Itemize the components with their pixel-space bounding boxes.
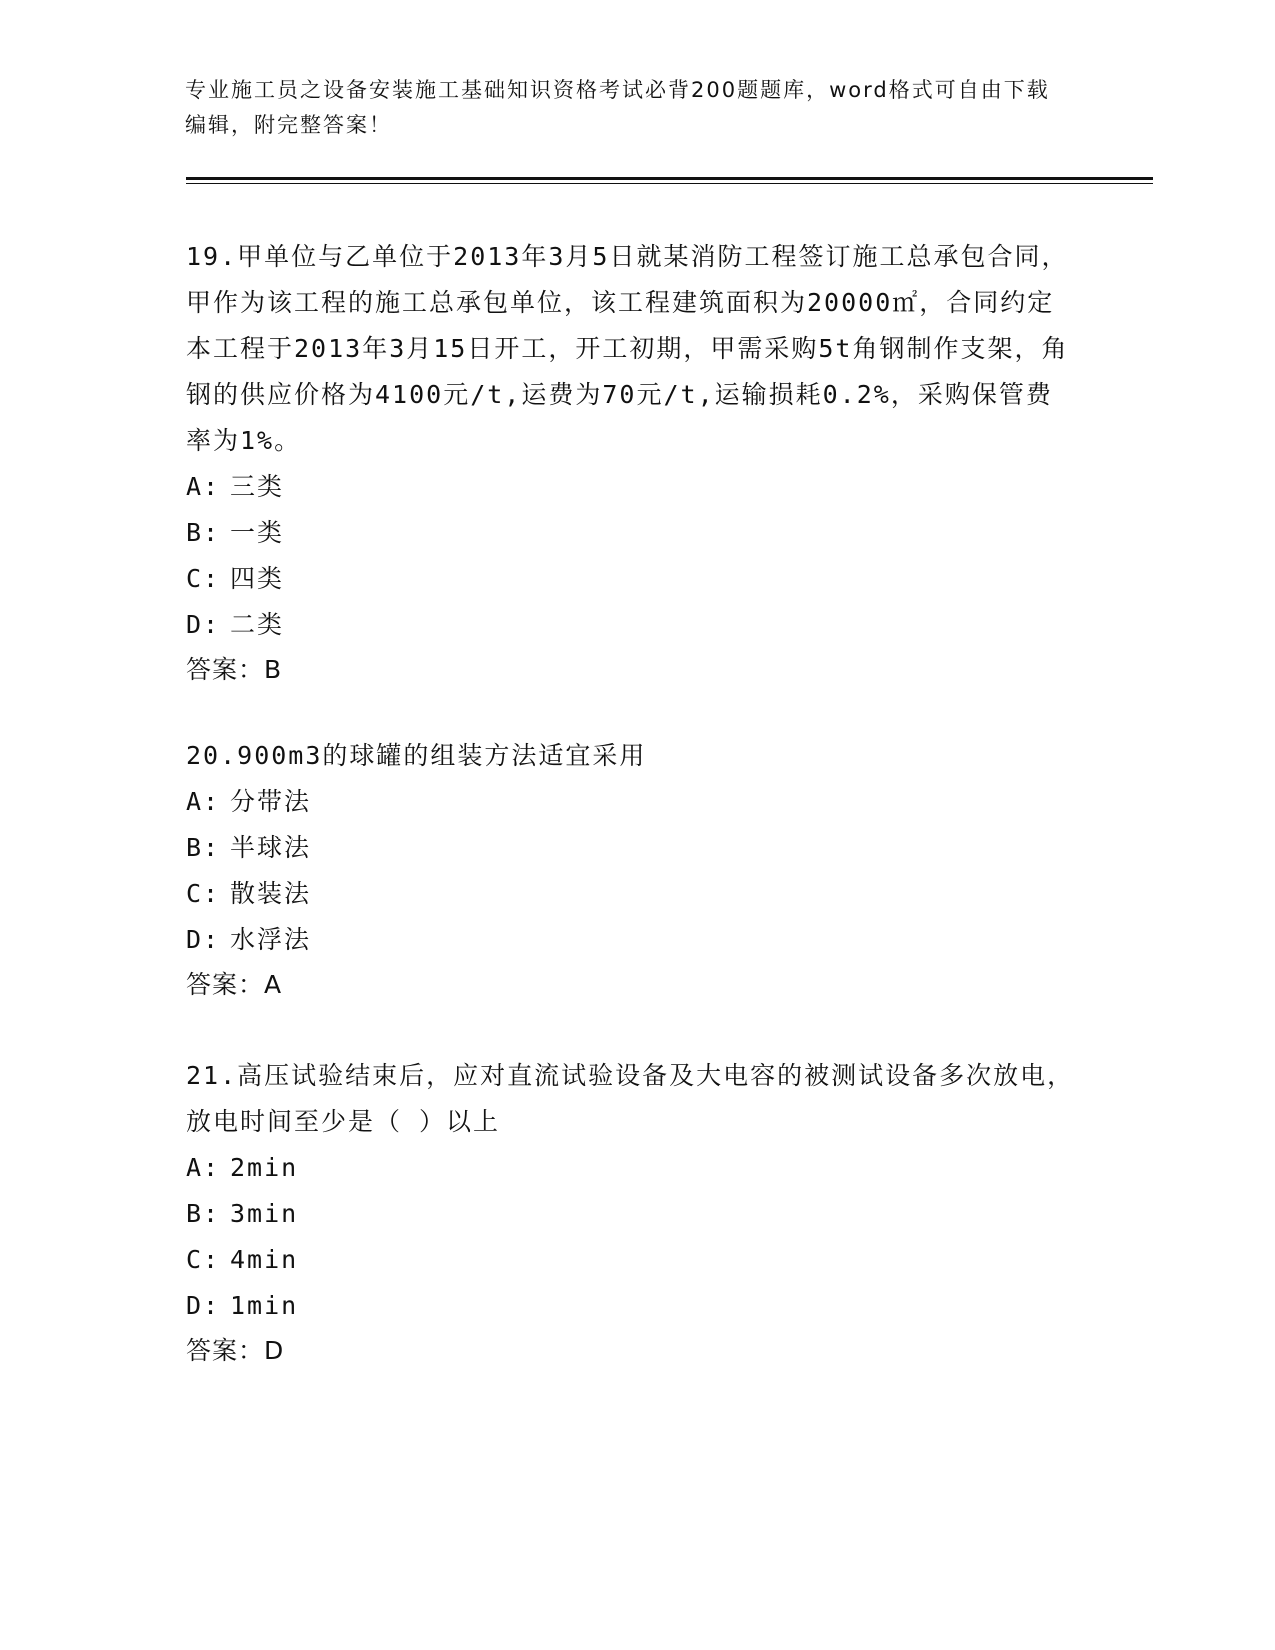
option-text: 四类 <box>230 564 285 593</box>
answer-line: 答案：B <box>186 655 283 684</box>
option-b <box>186 1191 1076 1237</box>
option-a <box>186 464 1076 510</box>
option-text: 4min <box>230 1245 299 1274</box>
option-c <box>186 1237 1076 1283</box>
option-letter: B: <box>186 1199 221 1228</box>
option-letter: A: <box>186 787 221 816</box>
option-text: 水浮法 <box>230 925 312 954</box>
option-letter: A: <box>186 472 221 501</box>
option-letter: B: <box>186 833 221 862</box>
option-letter: C: <box>186 879 221 908</box>
answer-line: 答案：A <box>186 970 283 999</box>
option-letter: D: <box>186 610 221 639</box>
question-20 <box>186 733 1076 1007</box>
option-c <box>186 556 1076 602</box>
option-text: 三类 <box>230 472 285 501</box>
option-text: 一类 <box>230 518 285 547</box>
header-divider-thick <box>186 177 1153 180</box>
question-21 <box>186 1053 1076 1373</box>
question-text: 21.高压试验结束后，应对直流试验设备及大电容的被测试设备多次放电，放电时间至少是（ ）以上 <box>186 1061 1075 1136</box>
option-letter: D: <box>186 925 221 954</box>
option-b <box>186 825 1076 871</box>
option-a <box>186 779 1076 825</box>
option-a <box>186 1145 1076 1191</box>
option-letter: C: <box>186 564 221 593</box>
option-text: 1min <box>230 1291 299 1320</box>
option-letter: B: <box>186 518 221 547</box>
question-text: 19.甲单位与乙单位于2013年3月5日就某消防工程签订施工总承包合同，甲作为该工程的施工总承包单位，该工程建筑面积为20000㎡，合同约定本工程于2013年3月15日开工，开工初期，甲需采购5t角钢制作支架，角钢的供应价格为4100元/t,运费为70元/t,运输损耗0.2%，采购保管费率为1%。 <box>186 242 1069 455</box>
option-text: 2min <box>230 1153 299 1182</box>
header-divider-thin <box>186 183 1153 184</box>
option-text: 半球法 <box>230 833 312 862</box>
option-text: 二类 <box>230 610 285 639</box>
option-d <box>186 602 1076 648</box>
option-letter: D: <box>186 1291 221 1320</box>
option-d <box>186 1283 1076 1329</box>
option-text: 3min <box>230 1199 299 1228</box>
option-c <box>186 871 1076 917</box>
option-letter: C: <box>186 1245 221 1274</box>
option-d <box>186 917 1076 963</box>
question-19 <box>186 234 1076 692</box>
option-letter: A: <box>186 1153 221 1182</box>
answer-line: 答案：D <box>186 1336 285 1365</box>
option-text: 散装法 <box>230 879 312 908</box>
document-header: 专业施工员之设备安装施工基础知识资格考试必背200题题库，word格式可自由下载编辑，附完整答案！ <box>185 78 1050 137</box>
question-text: 20.900m3的球罐的组装方法适宜采用 <box>186 741 647 770</box>
option-text: 分带法 <box>230 787 312 816</box>
option-b <box>186 510 1076 556</box>
